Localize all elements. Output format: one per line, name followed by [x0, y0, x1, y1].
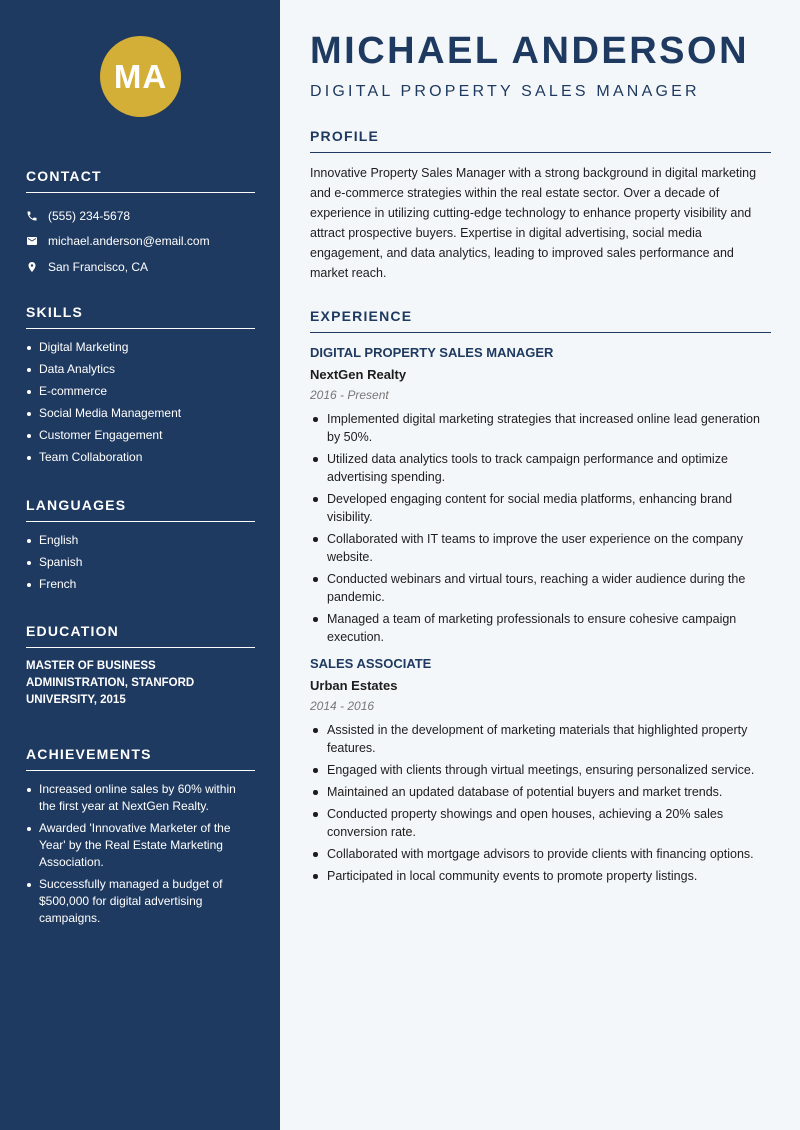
languages-section — [26, 497, 255, 598]
avatar: MA — [100, 36, 181, 117]
list-item: Participated in local community events to promote property listings. — [310, 867, 771, 885]
experience-heading: EXPERIENCE — [310, 308, 771, 333]
contact-location — [26, 254, 255, 280]
skills-heading: SKILLS — [26, 304, 255, 329]
job-title: SALES ASSOCIATE — [310, 656, 432, 671]
skills-list — [26, 339, 255, 466]
achievements-heading: ACHIEVEMENTS — [26, 746, 255, 771]
company-name: NextGen Realty — [310, 367, 407, 382]
contact-email — [26, 229, 255, 255]
education-entry: MASTER OF BUSINESS ADMINISTRATION, STANFORD UNIVERSITY, 2015 — [26, 660, 195, 706]
contact-phone — [26, 203, 255, 229]
education-heading: EDUCATION — [26, 623, 255, 648]
list-item: Developed engaging content for social media platforms, enhancing brand visibility. — [310, 490, 771, 526]
list-item: Team Collaboration — [26, 449, 255, 466]
list-item: Awarded 'Innovative Marketer of the Year' by the Real Estate Marketing Association. — [26, 820, 255, 871]
list-item: Assisted in the development of marketing materials that highlighted property features. — [310, 721, 771, 757]
contact-section — [26, 168, 255, 280]
list-item: Conducted property showings and open houses, achieving a 20% sales conversion rate. — [310, 805, 771, 841]
job-bullets — [310, 410, 771, 646]
achievements-list — [26, 781, 255, 927]
list-item: Utilized data analytics tools to track campaign performance and optimize advertising spending. — [310, 450, 771, 486]
job-dates: 2014 - 2016 — [310, 699, 375, 713]
candidate-name: MICHAEL ANDERSON — [310, 30, 750, 72]
job-entry — [310, 656, 771, 885]
job-entry — [310, 345, 771, 646]
profile-section — [310, 128, 771, 283]
languages-heading: LANGUAGES — [26, 497, 255, 522]
list-item: Conducted webinars and virtual tours, reaching a wider audience during the pandemic. — [310, 570, 771, 606]
contact-heading: CONTACT — [26, 168, 255, 193]
profile-text: Innovative Property Sales Manager with a strong background in digital marketing and e-commerce strategies within the real estate sector. Over a decade of experience in utilizing cutting-edge technology to enhance property visibility and attract prospective buyers. Expertise in digital advertising, social media engagement, and data analytics, leading to improved sales performance and market reach. — [310, 166, 757, 280]
phone-icon — [26, 210, 38, 222]
profile-heading: PROFILE — [310, 128, 771, 153]
list-item: Maintained an updated database of potential buyers and market trends. — [310, 783, 771, 801]
list-item: Managed a team of marketing professionals to ensure cohesive campaign execution. — [310, 610, 771, 646]
list-item: English — [26, 532, 255, 549]
list-item: Collaborated with IT teams to improve the user experience on the company website. — [310, 530, 771, 566]
phone-text[interactable]: (555) 234-5678 — [48, 208, 131, 223]
email-icon — [26, 235, 38, 247]
list-item: Social Media Management — [26, 405, 255, 422]
list-item: Digital Marketing — [26, 339, 255, 356]
achievements-section — [26, 746, 255, 932]
location-pin-icon — [26, 261, 38, 273]
job-title: DIGITAL PROPERTY SALES MANAGER — [310, 345, 554, 360]
list-item: E-commerce — [26, 383, 255, 400]
list-item: French — [26, 576, 255, 593]
list-item: Customer Engagement — [26, 427, 255, 444]
list-item: Increased online sales by 60% within the first year at NextGen Realty. — [26, 781, 255, 815]
list-item: Engaged with clients through virtual meetings, ensuring personalized service. — [310, 761, 771, 779]
languages-list — [26, 532, 255, 593]
sidebar — [0, 0, 280, 1130]
email-text[interactable]: michael.anderson@email.com — [48, 234, 210, 249]
list-item: Collaborated with mortgage advisors to provide clients with financing options. — [310, 845, 771, 863]
list-item: Spanish — [26, 554, 255, 571]
company-name: Urban Estates — [310, 678, 398, 693]
job-bullets — [310, 721, 771, 885]
candidate-role: DIGITAL PROPERTY SALES MANAGER — [310, 83, 700, 100]
list-item: Successfully managed a budget of $500,000 for digital advertising campaigns. — [26, 876, 255, 927]
list-item: Implemented digital marketing strategies that increased online lead generation by 50%. — [310, 410, 771, 446]
job-dates: 2016 - Present — [310, 388, 389, 402]
experience-section — [310, 308, 771, 889]
location-text: San Francisco, CA — [48, 259, 149, 274]
contact-list — [26, 203, 255, 280]
education-section — [26, 623, 255, 709]
skills-section — [26, 304, 255, 471]
list-item: Data Analytics — [26, 361, 255, 378]
